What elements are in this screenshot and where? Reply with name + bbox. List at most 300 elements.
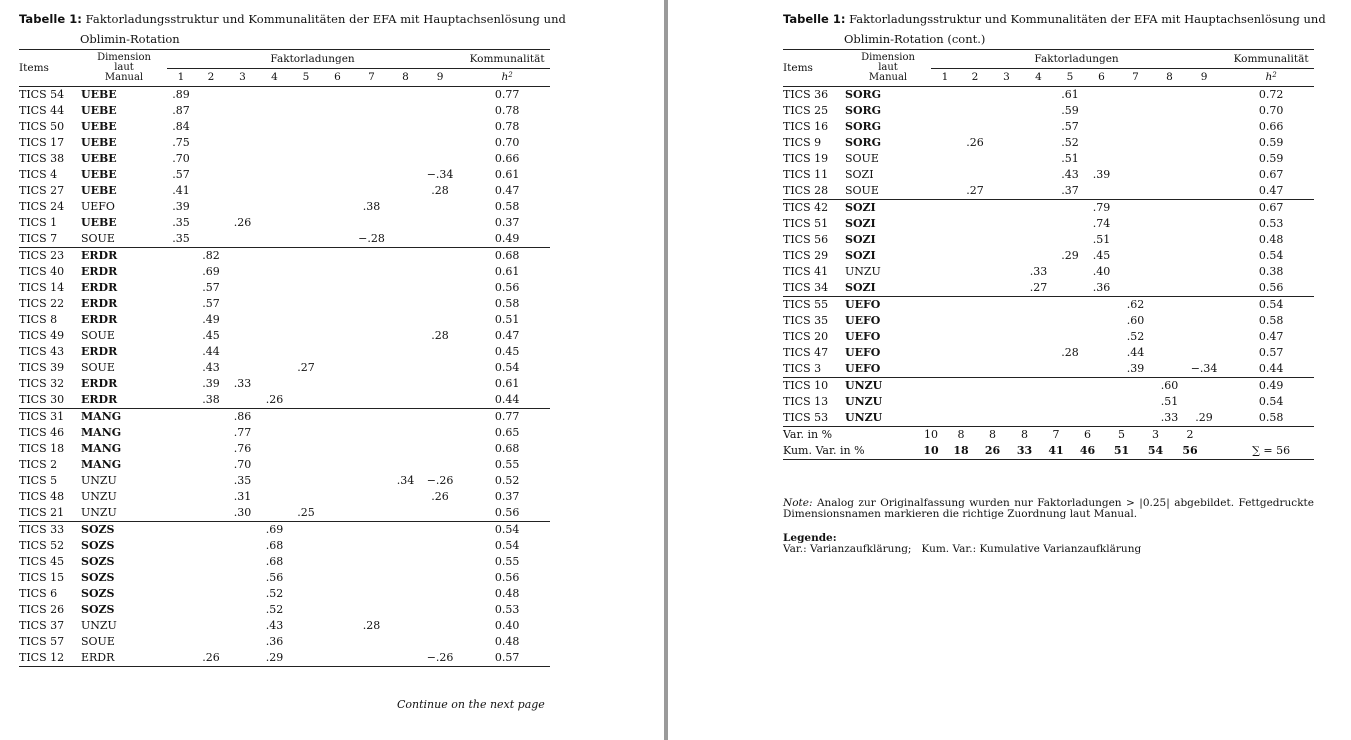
loading-cell-f5: [291, 119, 321, 135]
loading-cell-f9: [422, 570, 458, 586]
loading-cell-f6: [321, 602, 354, 618]
item-cell: TICS 23: [19, 248, 81, 265]
loading-cell-f1: [931, 378, 959, 395]
cumulative-variance-value-f7: 51: [1104, 443, 1139, 460]
loading-cell-f7: [354, 87, 389, 104]
loading-cell-f5: [1055, 280, 1085, 297]
item-cell: TICS 24: [19, 200, 65, 213]
loading-cell-f8: .60: [1153, 378, 1186, 395]
loading-cell-f1: [931, 151, 959, 167]
header-factor-loadings: Faktorladungen: [931, 50, 1222, 69]
communality-cell: 0.70: [494, 136, 520, 149]
loading-cell-f5: [1055, 410, 1085, 427]
dimension-cell: MANG: [81, 426, 122, 439]
cumulative-variance-value-f4: 33: [1008, 443, 1041, 460]
table-row: [19, 554, 550, 570]
loading-cell-f4: .36: [265, 635, 284, 648]
communality-cell: 0.56: [1258, 281, 1284, 294]
communality-cell: 0.44: [494, 393, 520, 406]
loading-cell-f7: [354, 602, 389, 618]
cumulative-variance-value-f3: 26: [977, 443, 1008, 460]
loading-cell-f7: [354, 376, 389, 392]
table-row: [19, 505, 550, 522]
loading-cell-f8: [389, 248, 422, 265]
loading-cell-f8: [389, 602, 422, 618]
loading-cell-f9: [422, 87, 458, 104]
loading-cell-f4: [258, 296, 291, 312]
loading-cell-f3: [227, 618, 258, 634]
loading-cell-f6: [1085, 394, 1118, 410]
loading-cell-f7: [1118, 394, 1153, 410]
loading-cell-f3: [991, 87, 1022, 104]
loading-cell-f1: [931, 232, 959, 248]
loading-cell-f8: [389, 280, 422, 296]
loading-cell-f8: [389, 489, 422, 505]
loading-cell-f7: [1118, 183, 1153, 200]
table-row: [19, 441, 550, 457]
loading-cell-f5: [291, 586, 321, 602]
loading-cell-f5: [291, 489, 321, 505]
loading-cell-f5: .59: [1061, 104, 1079, 117]
loading-cell-f4: [1022, 119, 1055, 135]
table-row: [783, 280, 1314, 297]
loading-cell-f3: [227, 570, 258, 586]
header-h2-exponent: 2: [508, 71, 513, 80]
loading-cell-f5: [291, 183, 321, 199]
right-page: [668, 0, 1351, 740]
dimension-cell: SOZI: [845, 217, 876, 230]
loading-cell-f2: [959, 216, 991, 232]
loading-cell-f5: [291, 296, 321, 312]
loading-cell-f2: .38: [202, 393, 220, 406]
item-cell: TICS 42: [783, 200, 845, 217]
item-cell: TICS 13: [783, 395, 829, 408]
loading-cell-f3: [227, 522, 258, 539]
header-dimension-dim_line1: Dimension: [861, 52, 915, 63]
loading-cell-f8: [389, 183, 422, 199]
loading-cell-f1: [167, 360, 195, 376]
header-factor-3: 3: [239, 71, 246, 84]
loading-cell-f6: .79: [1085, 200, 1118, 217]
table-row: [19, 376, 550, 392]
loading-cell-f4: [258, 312, 291, 328]
loading-cell-f2: [959, 410, 991, 427]
communality-cell: 0.65: [494, 426, 520, 439]
header-factor-9: 9: [1200, 71, 1208, 84]
loading-cell-f7: [354, 457, 389, 473]
loading-cell-f8: [389, 457, 422, 473]
loading-cell-f8: [389, 376, 422, 392]
loading-cell-f5: [291, 135, 321, 151]
communality-cell: 0.59: [1258, 136, 1284, 149]
communality-cell: 0.54: [458, 522, 550, 539]
item-cell: TICS 4: [19, 168, 58, 181]
loading-cell-f2: [195, 409, 227, 426]
communality-cell: 0.58: [494, 200, 520, 213]
table-row: [19, 183, 550, 199]
loading-cell-f5: [1055, 394, 1085, 410]
loading-cell-f6: [1085, 135, 1118, 151]
caption-label: Tabelle 1:: [783, 12, 846, 26]
note-label: Note:: [783, 497, 813, 509]
loading-cell-f5: [291, 103, 321, 119]
loading-cell-f9: [422, 554, 458, 570]
dimension-cell: UEFO: [845, 346, 881, 359]
loading-cell-f8: [389, 554, 422, 570]
communality-cell: 0.49: [1222, 378, 1314, 395]
loading-cell-f1: [931, 280, 959, 297]
loading-cell-f4: [258, 151, 291, 167]
loading-cell-f5: [1055, 361, 1085, 378]
variance-row: [783, 427, 1314, 444]
communality-cell: 0.66: [1258, 120, 1284, 133]
loading-cell-f6: [321, 522, 354, 539]
variance-value-f8: 3: [1139, 427, 1172, 444]
dimension-cell: UEBE: [81, 184, 117, 197]
loading-cell-f8: [1153, 216, 1186, 232]
loading-cell-f6: [321, 473, 354, 489]
loading-cell-f8: [389, 231, 422, 248]
loading-cell-f2: .82: [195, 248, 227, 265]
loading-cell-f4: [1022, 167, 1055, 183]
loading-cell-f5: [1055, 200, 1085, 217]
item-cell: TICS 3: [783, 362, 822, 375]
communality-cell: 0.45: [494, 345, 520, 358]
communality-cell: 0.54: [494, 361, 520, 374]
dimension-cell: SOZS: [81, 571, 115, 584]
communality-cell: 0.68: [458, 248, 550, 265]
loading-cell-f9: [422, 119, 458, 135]
header-h2: [458, 68, 550, 87]
loading-cell-f1: [167, 344, 195, 360]
item-cell: TICS 44: [19, 104, 65, 117]
table-row: [783, 135, 1314, 151]
header-row-1: [19, 50, 550, 69]
loading-cell-f9: [422, 505, 458, 522]
item-cell: TICS 49: [19, 329, 65, 342]
header-factor-8: 8: [1166, 71, 1173, 84]
loading-cell-f4: [258, 505, 291, 522]
legend: [783, 533, 1141, 555]
loading-cell-f6: [321, 538, 354, 554]
table-row: [19, 231, 550, 248]
loading-cell-f1: [167, 248, 195, 265]
loading-cell-f9: [422, 312, 458, 328]
loading-cell-f1: [167, 602, 195, 618]
header-dimension: [845, 50, 931, 87]
loading-cell-f7: [354, 119, 389, 135]
loading-cell-f1: .84: [172, 120, 190, 133]
communality-cell: 0.56: [494, 571, 520, 584]
dimension-cell: SORG: [845, 104, 882, 117]
item-cell: TICS 46: [19, 426, 65, 439]
header-h2-letter: h: [1265, 71, 1273, 84]
loading-cell-f1: [167, 409, 195, 426]
loading-cell-f7: [354, 215, 389, 231]
loading-cell-f8: [389, 392, 422, 409]
loading-cell-f7: [1118, 200, 1153, 217]
table-row: [19, 522, 550, 539]
item-cell: TICS 29: [783, 249, 829, 262]
loading-cell-f2: [195, 570, 227, 586]
loading-cell-f1: [167, 457, 195, 473]
loading-cell-f4: [258, 183, 291, 199]
variance-sum: ∑ = 56: [1222, 443, 1314, 460]
loading-cell-f6: [321, 618, 354, 634]
dimension-cell: ERDR: [81, 393, 118, 406]
loading-cell-f3: [991, 119, 1022, 135]
loading-cell-f4: [1022, 248, 1055, 264]
header-items: Items: [19, 50, 81, 87]
loading-cell-f7: [354, 328, 389, 344]
table-row: [19, 634, 550, 650]
loading-cell-f7: [354, 135, 389, 151]
communality-cell: 0.58: [494, 297, 520, 310]
loading-cell-f6: [1085, 378, 1118, 395]
loading-cell-f6: [321, 103, 354, 119]
item-cell: TICS 22: [19, 297, 65, 310]
loading-cell-f5: [291, 392, 321, 409]
communality-cell: 0.47: [494, 184, 520, 197]
dimension-cell: MANG: [81, 442, 122, 455]
dimension-cell: SOZI: [845, 200, 931, 217]
loading-cell-f9: [422, 264, 458, 280]
loading-cell-f8: [1153, 264, 1186, 280]
note-text-line1: Analog zur Originalfassung wurden nur Faktorladungen > |0.25| abgebildet. Fettgedruckte: [816, 497, 1314, 509]
loading-cell-f7: .38: [362, 200, 381, 213]
communality-cell: 0.47: [494, 329, 520, 342]
loading-cell-f7: [1118, 378, 1153, 395]
loading-cell-f5: [1055, 313, 1085, 329]
loading-cell-f3: [991, 183, 1022, 200]
loading-cell-f5: [1055, 378, 1085, 395]
item-cell: TICS 8: [19, 313, 58, 326]
loading-cell-f2: [959, 297, 991, 314]
caption-text-line1: Faktorladungsstruktur und Kommunalitäten der EFA mit Hauptachsenlösung und: [85, 12, 566, 26]
loading-cell-f2: [195, 425, 227, 441]
caption-text-line1: Faktorladungsstruktur und Kommunalitäten der EFA mit Hauptachsenlösung und: [849, 12, 1326, 26]
loading-cell-f1: [931, 345, 959, 361]
loading-cell-f7: .52: [1126, 330, 1145, 343]
loading-cell-f9: [1186, 264, 1222, 280]
item-cell: TICS 37: [19, 619, 65, 632]
header-dimension-dim_line1: Dimension: [97, 52, 151, 63]
loading-cell-f7: [1118, 232, 1153, 248]
loading-cell-f7: [1118, 410, 1153, 427]
loading-cell-f9: [1186, 87, 1222, 104]
dimension-cell: UNZU: [81, 619, 117, 632]
loading-cell-f7: [354, 280, 389, 296]
loading-cell-f9: [1186, 394, 1222, 410]
loading-cell-f8: [389, 634, 422, 650]
loading-cell-f7: .44: [1126, 346, 1145, 359]
cumulative-variance-value-f2: 18: [945, 443, 977, 460]
loading-cell-f6: [1085, 119, 1118, 135]
loading-cell-f3: [227, 360, 258, 376]
loading-cell-f4: [1022, 313, 1055, 329]
caption-text-line2: Oblimin-Rotation: [80, 32, 180, 46]
loading-cell-f9: [422, 231, 458, 248]
communality-cell: 0.54: [1222, 297, 1314, 314]
loading-cell-f2: [195, 634, 227, 650]
loading-cell-f7: [1118, 280, 1153, 297]
header-dimension-dim_line3: Manual: [868, 72, 908, 83]
table-row: [783, 200, 1314, 217]
loading-cell-f1: [931, 87, 959, 104]
factor-loading-table: [19, 49, 550, 667]
loading-cell-f6: [321, 87, 354, 104]
loading-cell-f2: [959, 394, 991, 410]
loading-cell-f4: [258, 457, 291, 473]
loading-cell-f7: [1118, 167, 1153, 183]
item-cell: TICS 32: [19, 377, 65, 390]
item-cell: TICS 19: [783, 152, 829, 165]
communality-cell: 0.77: [458, 87, 550, 104]
header-dimension-dim_line2: laut: [878, 62, 898, 73]
loading-cell-f3: .86: [227, 409, 258, 426]
loading-cell-f1: [167, 392, 195, 409]
loading-cell-f8: [389, 650, 422, 667]
item-cell: TICS 47: [783, 346, 829, 359]
loading-cell-f5: [291, 199, 321, 215]
table-row: [19, 618, 550, 634]
loading-cell-f2: [195, 554, 227, 570]
dimension-cell: UNZU: [845, 378, 931, 395]
item-cell: TICS 20: [783, 330, 829, 343]
loading-cell-f4: [1022, 329, 1055, 345]
loading-cell-f1: [167, 264, 195, 280]
dimension-cell: SOZS: [81, 555, 115, 568]
loading-cell-f6: [1085, 410, 1118, 427]
loading-cell-f2: [195, 183, 227, 199]
loading-cell-f2: [959, 280, 991, 297]
table-row: [783, 183, 1314, 200]
header-h2: [1222, 68, 1314, 87]
loading-cell-f4: [258, 425, 291, 441]
loading-cell-f7: [354, 248, 389, 265]
loading-cell-f5: [291, 538, 321, 554]
loading-cell-f3: [227, 602, 258, 618]
loading-cell-f7: [354, 634, 389, 650]
loading-cell-f3: [991, 167, 1022, 183]
communality-cell: 0.48: [494, 635, 520, 648]
table-row: [783, 87, 1314, 104]
dimension-cell: UEFO: [845, 330, 881, 343]
dimension-cell: SOUE: [81, 635, 115, 648]
variance-value-f1: 10: [917, 427, 945, 444]
loading-cell-f3: [991, 329, 1022, 345]
legend-title: Legende:: [783, 532, 837, 544]
table-row: [19, 344, 550, 360]
loading-cell-f6: [1085, 151, 1118, 167]
communality-cell: 0.61: [494, 377, 520, 390]
cumulative-variance-value-f9: 56: [1172, 443, 1208, 460]
loading-cell-f6: .39: [1092, 168, 1111, 181]
loading-cell-f7: [354, 570, 389, 586]
loading-cell-f2: [195, 103, 227, 119]
loading-cell-f1: [931, 361, 959, 378]
header-dimension-dim_line2: laut: [114, 62, 134, 73]
loading-cell-f4: [258, 167, 291, 183]
loading-cell-f6: [321, 151, 354, 167]
dimension-cell: SOZS: [81, 539, 115, 552]
loading-cell-f3: .30: [233, 506, 252, 519]
loading-cell-f2: [959, 119, 991, 135]
dimension-cell: ERDR: [81, 377, 118, 390]
loading-cell-f9: [1186, 216, 1222, 232]
communality-cell: 0.66: [494, 152, 520, 165]
item-cell: TICS 41: [783, 265, 829, 278]
loading-cell-f2: [195, 522, 227, 539]
dimension-cell: SOZI: [845, 281, 876, 294]
communality-cell: 0.58: [1258, 314, 1284, 327]
loading-cell-f5: [291, 425, 321, 441]
loading-cell-f8: [389, 264, 422, 280]
cumulative-variance-row: [783, 443, 1314, 460]
loading-cell-f8: [389, 135, 422, 151]
loading-cell-f6: [321, 344, 354, 360]
loading-cell-f8: [1153, 345, 1186, 361]
loading-cell-f6: [321, 457, 354, 473]
loading-cell-f8: [1153, 103, 1186, 119]
loading-cell-f8: [389, 360, 422, 376]
item-cell: TICS 6: [19, 587, 58, 600]
loading-cell-f3: .70: [233, 458, 252, 471]
loading-cell-f1: [167, 489, 195, 505]
loading-cell-f2: .45: [202, 329, 220, 342]
loading-cell-f1: [931, 216, 959, 232]
dimension-cell: MANG: [81, 409, 167, 426]
dimension-cell: SOUE: [81, 232, 115, 245]
loading-cell-f3: [227, 554, 258, 570]
table-row: [783, 313, 1314, 329]
dimension-cell: SORG: [845, 87, 931, 104]
loading-cell-f6: .36: [1092, 281, 1111, 294]
loading-cell-f9: [422, 376, 458, 392]
loading-cell-f9: [1186, 183, 1222, 200]
communality-cell: 0.49: [494, 232, 520, 245]
header-factor-8: 8: [402, 71, 409, 84]
communality-cell: 0.38: [1258, 265, 1284, 278]
loading-cell-f1: [167, 570, 195, 586]
table-row: [19, 650, 550, 667]
loading-cell-f9: [422, 360, 458, 376]
continue-note: Continue on the next page: [397, 698, 545, 711]
communality-cell: 0.77: [458, 409, 550, 426]
loading-cell-f6: [321, 392, 354, 409]
loading-cell-f4: .43: [265, 619, 284, 632]
loading-cell-f1: .89: [167, 87, 195, 104]
loading-cell-f9: [1186, 248, 1222, 264]
loading-cell-f2: .26: [966, 136, 984, 149]
loading-cell-f5: [291, 522, 321, 539]
dimension-cell: MANG: [81, 458, 122, 471]
item-cell: TICS 36: [783, 87, 845, 104]
table-row: [783, 216, 1314, 232]
communality-cell: 0.54: [1258, 249, 1284, 262]
loading-cell-f1: .35: [172, 232, 190, 245]
loading-cell-f6: .51: [1092, 233, 1111, 246]
dimension-cell: UEBE: [81, 87, 167, 104]
loading-cell-f2: [195, 538, 227, 554]
table-row: [783, 151, 1314, 167]
loading-cell-f3: .35: [233, 474, 252, 487]
loading-cell-f6: [321, 296, 354, 312]
loading-cell-f8: [389, 344, 422, 360]
loading-cell-f3: [991, 135, 1022, 151]
loading-cell-f8: [389, 151, 422, 167]
loading-cell-f4: [258, 409, 291, 426]
